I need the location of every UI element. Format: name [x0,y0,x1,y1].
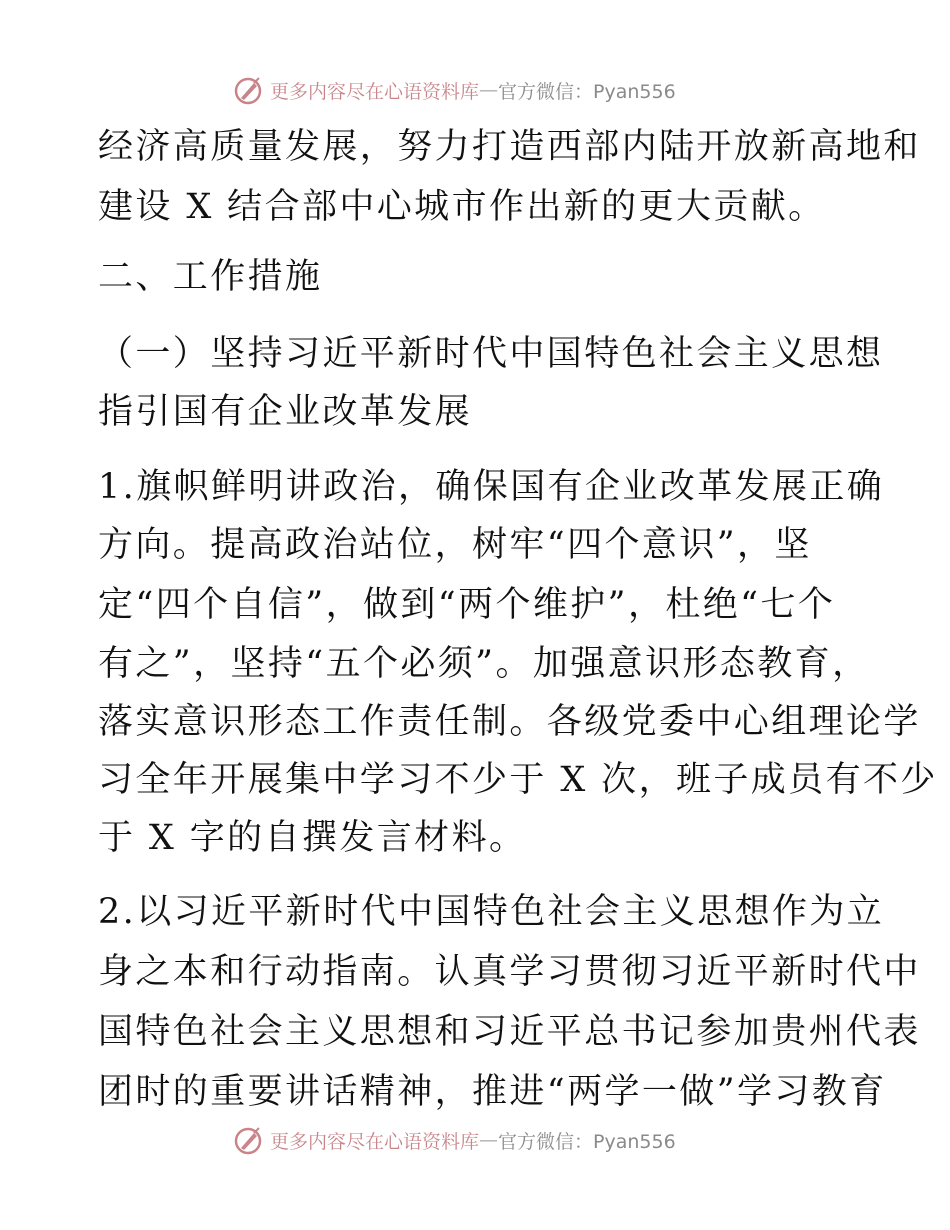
watermark-wechat-text: 官方微信：Pyan556 [498,1130,676,1153]
watermark-site-text: 更多内容尽在心语资料库 [270,80,480,103]
header-watermark [232,72,676,108]
watermark-dash: — [479,79,499,101]
body-line: 1.旗帜鲜明讲政治，确保国有企业改革发展正确 [98,467,885,507]
section-heading: 二、工作措施 [98,257,323,297]
watermark-dash: — [479,1129,499,1151]
footer-watermark [232,1122,676,1158]
watermark-wechat-text: 官方微信：Pyan556 [498,80,676,103]
body-line: 习全年开展集中学习不少于 X 次，班子成员有不少 [98,760,938,800]
body-line: 建设 X 结合部中心城市作出新的更大贡献。 [98,187,826,227]
body-line: 2.以习近平新时代中国特色社会主义思想作为立 [98,892,885,932]
body-line: 落实意识形态工作责任制。各级党委中心组理论学 [98,702,921,742]
body-line: 经济高质量发展，努力打造西部内陆开放新高地和 [98,127,921,167]
body-line: 方向。提高政治站位，树牢“四个意识”，坚 [98,525,812,565]
body-line: 国特色社会主义思想和习近平总书记参加贵州代表 [98,1012,921,1052]
body-line: 身之本和行动指南。认真学习贯彻习近平新时代中 [98,952,921,992]
body-line: 团时的重要讲话精神，推进“两学一做”学习教育 [98,1072,887,1112]
body-line: 于 X 字的自撰发言材料。 [98,818,527,858]
body-line: 有之”，坚持“五个必须”。加强意识形态教育， [98,644,870,684]
watermark-site-text: 更多内容尽在心语资料库 [270,1130,480,1153]
body-line: 定“四个自信”，做到“两个维护”，杜绝“七个 [98,585,836,625]
subsection-heading-cont: 指引国有企业改革发展 [98,392,473,432]
subsection-heading: （一）坚持习近平新时代中国特色社会主义思想 [98,334,884,374]
quill-logo-icon [232,1124,264,1156]
quill-logo-icon [232,74,264,106]
